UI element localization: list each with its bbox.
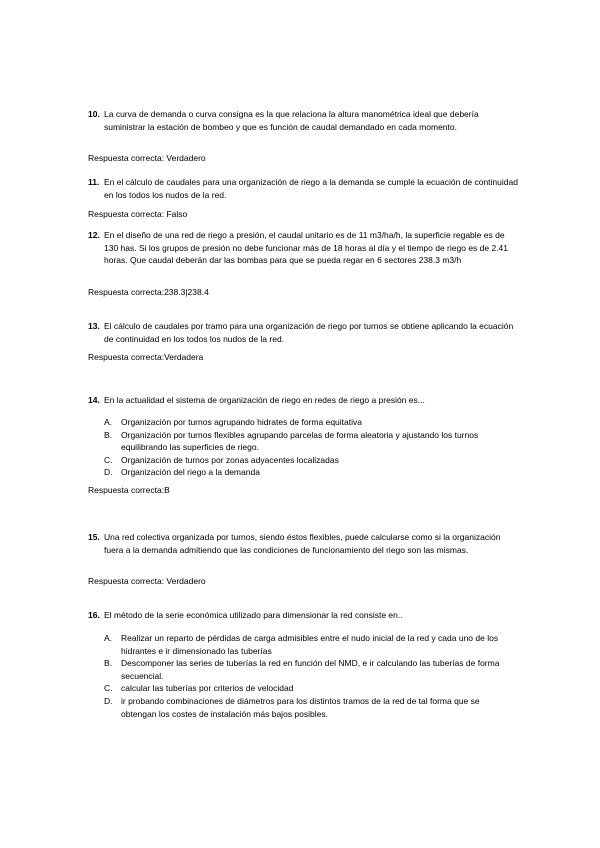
option-letter: C. [104, 683, 113, 694]
option-letter: A. [104, 417, 113, 427]
option-letter: B. [104, 658, 113, 669]
option-text: Organización de turnos por zonas adyacentes localizadas [121, 454, 339, 465]
option-a [104, 416, 516, 429]
question-10 [88, 108, 518, 133]
option-text: Organización por turnos agrupando hidrates de forma equitativa [121, 417, 362, 427]
answer-12: Respuesta correcta:238.3|238.4 [88, 287, 209, 297]
option-text: Realizar un reparto de pérdidas de carga admisibles entre el nudo inicial de la red y cada uno de los hidrantes e ir dimensionado las tuberías [121, 633, 499, 656]
question-11 [88, 176, 518, 201]
question-text: En la actualidad el sistema de organización de riego en redes de riego a presión es... [104, 395, 425, 405]
answer-10: Respuesta correcta: Verdadero [88, 153, 206, 163]
option-c [104, 682, 516, 695]
option-c [104, 454, 516, 467]
options-list [104, 416, 516, 479]
question-text: Una red colectiva organizada por turnos, siendo éstos flexibles, puede calcularse como si la organización fuera a la demanda admitiendo que las condiciones de funcionamiento del riego son las mismas. [104, 532, 501, 555]
question-16 [88, 609, 518, 622]
question-text: En el cálculo de caudales para una organización de riego a la demanda se cumple la ecuación de continuidad en los todos los nudos de la red. [104, 177, 518, 200]
option-b [104, 429, 516, 454]
answer-14: Respuesta correcta:B [88, 485, 170, 495]
option-text: ir probando combinaciones de diámetros para los distintos tramos de la red de tal forma que se obtengan los costes de instalación más bajos posibles. [121, 695, 480, 719]
answer-13: Respuesta correcta:Verdadera [88, 352, 204, 362]
question-12 [88, 229, 518, 267]
option-letter: D. [104, 695, 113, 706]
question-number: 12. [88, 230, 100, 240]
option-text: Organización por turnos flexibles agrupando parcelas de forma aleatoria y ajustando los turnos equilibrando las superficies de riego. [121, 429, 479, 453]
question-text: El cálculo de caudales por tramo para una organización de riego por turnos se obtiene aplicando la ecuación de continuidad en los todos los nudos de la red. [104, 321, 514, 344]
answer-11: Respuesta correcta: Falso [88, 209, 188, 219]
option-text: Descomponer las series de tuberías la red en función del NMD, e ir calculando las tuberías de forma secuencial. [121, 658, 500, 681]
options-list [104, 632, 516, 720]
option-text: calcular las tuberías por criterios de velocidad [121, 683, 294, 694]
question-14 [88, 394, 518, 407]
question-text: En el diseño de una red de riego a presión, el caudal unitario es de 11 m3/ha/h, la superficie regable es de 130 has. Si los grupos de presión no debe funcionar más de 18 horas al día y el tiempo de riego es de 2.41 horas. Que caudal deberán dar las bombas para que se pueda regar en 6 sectores 238.3 m3/h [104, 230, 509, 266]
option-a [104, 632, 516, 657]
question-text: La curva de demanda o curva consigna es la que relaciona la altura manométrica ideal que debería suministrar la estación de bombeo y que es función de caudal demandado en cada momento. [104, 109, 479, 132]
option-d [104, 466, 516, 479]
question-number: 13. [88, 321, 100, 331]
option-letter: D. [104, 467, 113, 478]
option-letter: B. [104, 429, 113, 440]
answer-15: Respuesta correcta: Verdadero [88, 576, 206, 586]
question-number: 16. [88, 610, 100, 620]
question-number: 15. [88, 532, 100, 542]
question-number: 11. [88, 177, 100, 187]
option-text: Organización del riego a la demanda [121, 467, 260, 478]
question-13 [88, 320, 518, 345]
option-b [104, 657, 516, 682]
option-d [104, 695, 516, 720]
question-text: El método de la serie económica utilizado para dimensionar la red consiste en.. [104, 610, 403, 620]
question-15 [88, 531, 518, 556]
question-number: 10. [88, 109, 100, 119]
option-letter: C. [104, 454, 113, 465]
option-letter: A. [104, 633, 113, 643]
question-number: 14. [88, 395, 100, 405]
